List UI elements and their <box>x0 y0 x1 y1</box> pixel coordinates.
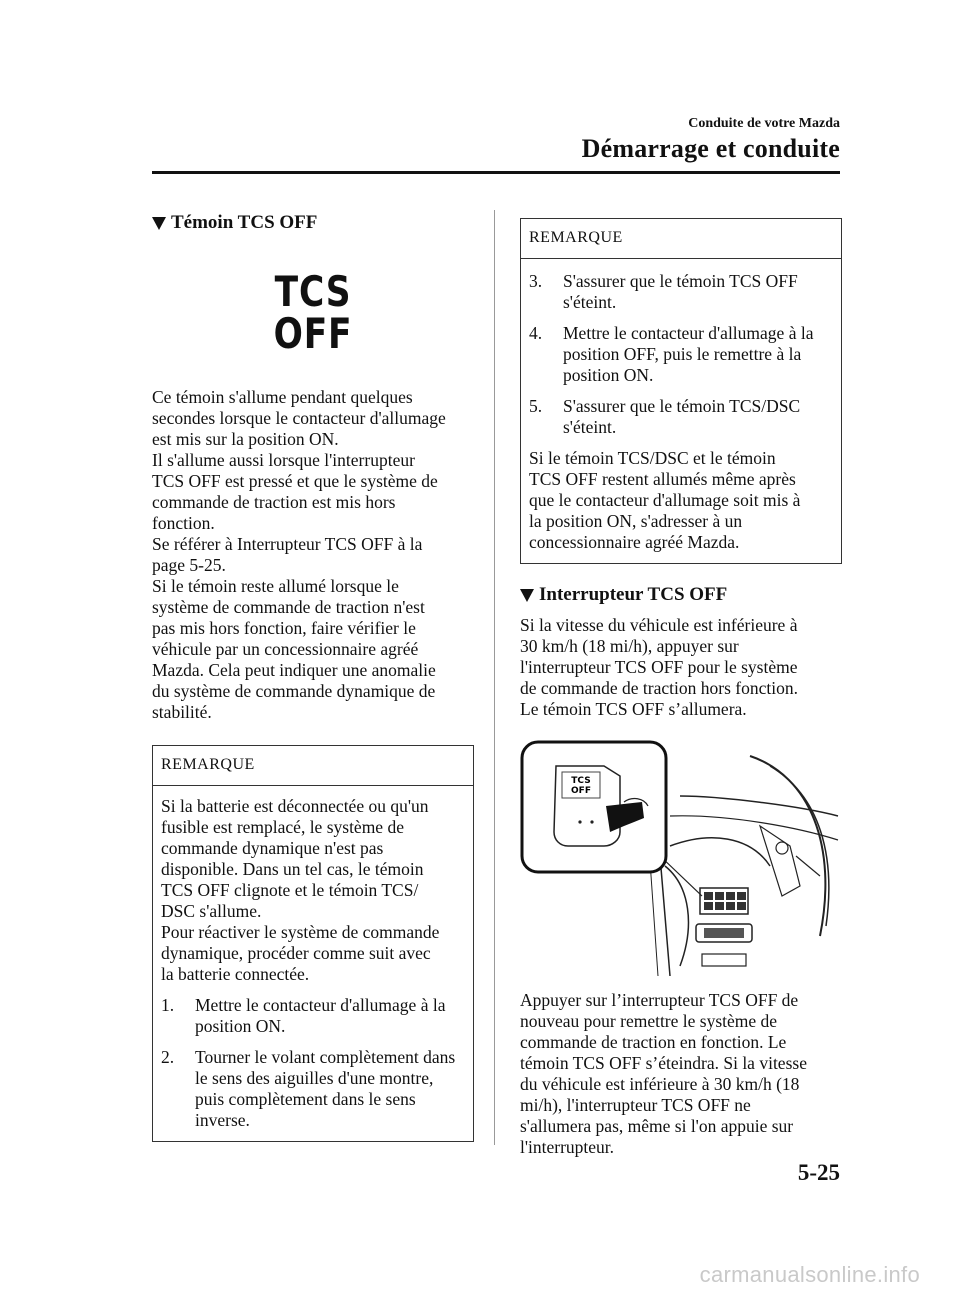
text-line: TCS OFF restent allumés même après <box>529 469 796 489</box>
text-line: s'allumera pas, même si l'on appuie sur <box>520 1116 794 1136</box>
step-number: 1. <box>161 995 175 1015</box>
indicator-description <box>152 387 474 723</box>
text-line: Il s'allume aussi lorsque l'interrupteur <box>152 450 415 470</box>
switch-reactivation-description <box>520 990 842 1158</box>
text-line: position ON. <box>195 1016 286 1036</box>
text-line: secondes lorsque le contacteur d'allumage <box>152 408 446 428</box>
step-item <box>529 323 833 386</box>
tcs-off-switch-illustration <box>520 736 842 976</box>
watermark[interactable]: carmanualsonline.info <box>699 1262 920 1287</box>
tcs-off-indicator-icon <box>181 267 445 358</box>
text-line: que le contacteur d'allumage soit mis à <box>529 490 801 510</box>
step-number: 5. <box>529 396 543 416</box>
text-line: fusible est remplacé, le système de <box>161 817 404 837</box>
step-text <box>563 271 833 313</box>
text-line: TCS OFF est pressé et que le système de <box>152 471 438 491</box>
text-line: Si le témoin reste allumé lorsque le <box>152 576 399 596</box>
note-body <box>153 786 473 1141</box>
text-line: du véhicule est inférieure à 30 km/h (18 <box>520 1074 800 1094</box>
heading-text: Interrupteur TCS OFF <box>539 584 728 605</box>
text-line: Le témoin TCS OFF s’allumera. <box>520 699 747 719</box>
text-line: la batterie connectée. <box>161 964 310 984</box>
right-column <box>520 212 842 1158</box>
text-line: S'assurer que le témoin TCS/DSC <box>563 396 801 416</box>
step-number: 2. <box>161 1047 175 1067</box>
text-line: Mettre le contacteur d'allumage à la <box>563 323 814 343</box>
text-line: position ON. <box>563 365 654 385</box>
step-text <box>563 396 833 438</box>
heading-text: Témoin TCS OFF <box>171 212 318 233</box>
text-line: dynamique, procéder comme suit avec <box>161 943 431 963</box>
step-item <box>529 271 833 313</box>
step-text <box>563 323 833 386</box>
text-line: Si la vitesse du véhicule est inférieure à <box>520 615 798 635</box>
note-box-right <box>520 218 842 564</box>
text-line: nouveau pour remettre le système de <box>520 1011 778 1031</box>
tcs-off-indicator-heading <box>152 212 474 233</box>
column-divider <box>494 210 495 1145</box>
text-line: Appuyer sur l’interrupteur TCS OFF de <box>520 990 799 1010</box>
text-line: commande de traction est mis hors <box>152 492 396 512</box>
step-number: 3. <box>529 271 543 291</box>
text-line: Se référer à Interrupteur TCS OFF à la <box>152 534 423 554</box>
text-line: est mis sur la position ON. <box>152 429 339 449</box>
triangle-bullet-icon <box>520 589 534 602</box>
text-line: page 5-25. <box>152 555 226 575</box>
icon-text-line1: TCS <box>274 267 352 316</box>
note-box-left <box>152 745 474 1142</box>
text-line: Tourner le volant complètement dans <box>195 1047 456 1067</box>
text-line: système de commande de traction n'est <box>152 597 425 617</box>
text-line: témoin TCS OFF s’éteindra. Si la vitesse <box>520 1053 807 1073</box>
text-line: s'éteint. <box>563 417 617 437</box>
text-line: Mettre le contacteur d'allumage à la <box>195 995 446 1015</box>
icon-text-line2: OFF <box>273 309 353 358</box>
text-line: s'éteint. <box>563 292 617 312</box>
text-line: de commande de traction hors fonction. <box>520 678 798 698</box>
text-line: Pour réactiver le système de commande <box>161 922 440 942</box>
dashboard-drawing <box>520 736 842 976</box>
text-line: disponible. Dans un tel cas, le témoin <box>161 859 424 879</box>
switch-description <box>520 615 842 720</box>
text-line: concessionnaire agréé Mazda. <box>529 532 740 552</box>
text-line: pas mis hors fonction, faire vérifier le <box>152 618 416 638</box>
text-line: 30 km/h (18 mi/h), appuyer sur <box>520 636 739 656</box>
page-number: 5-25 <box>797 1160 840 1185</box>
text-line: position OFF, puis le remettre à la <box>563 344 802 364</box>
header-rule <box>152 171 840 174</box>
text-line: commande de traction en fonction. Le <box>520 1032 787 1052</box>
chapter-header: Conduite de votre Mazda <box>688 116 840 131</box>
text-line: le sens des aiguilles d'une montre, <box>195 1068 434 1088</box>
step-text <box>195 995 465 1037</box>
text-line: Ce témoin s'allume pendant quelques <box>152 387 413 407</box>
text-line: TCS OFF clignote et le témoin TCS/ <box>161 880 419 900</box>
left-column <box>152 212 474 1142</box>
switch-label-line1: TCS <box>571 776 591 786</box>
text-line: l'interrupteur TCS OFF pour le système <box>520 657 798 677</box>
step-item <box>161 995 465 1037</box>
text-line: Mazda. Cela peut indiquer une anomalie <box>152 660 436 680</box>
text-line: DSC s'allume. <box>161 901 262 921</box>
step-number: 4. <box>529 323 543 343</box>
step-item <box>529 396 833 438</box>
tcs-off-switch-heading <box>520 584 842 605</box>
text-line: commande dynamique n'est pas <box>161 838 384 858</box>
text-line: Si le témoin TCS/DSC et le témoin <box>529 448 776 468</box>
text-line: S'assurer que le témoin TCS OFF <box>563 271 798 291</box>
text-line: véhicule par un concessionnaire agréé <box>152 639 419 659</box>
section-header: Démarrage et conduite <box>581 134 840 163</box>
note-heading: REMARQUE <box>521 219 841 259</box>
text-line: mi/h), l'interrupteur TCS OFF ne <box>520 1095 751 1115</box>
note-heading: REMARQUE <box>153 746 473 786</box>
triangle-bullet-icon <box>152 217 166 230</box>
text-line: la position ON, s'adresser à un <box>529 511 743 531</box>
text-line: Si la batterie est déconnectée ou qu'un <box>161 796 429 816</box>
note-body <box>521 259 841 563</box>
procedure-steps <box>161 995 465 1131</box>
text-line: l'interrupteur. <box>520 1137 615 1157</box>
text-line: du système de commande dynamique de <box>152 681 436 701</box>
text-line: fonction. <box>152 513 215 533</box>
text-line: inverse. <box>195 1110 250 1130</box>
step-item <box>161 1047 465 1131</box>
text-line: stabilité. <box>152 702 212 722</box>
step-text <box>195 1047 465 1131</box>
switch-label-line2: OFF <box>571 786 591 796</box>
note-outro <box>529 448 833 553</box>
text-line: puis complètement dans le sens <box>195 1089 416 1109</box>
procedure-steps <box>529 271 833 438</box>
